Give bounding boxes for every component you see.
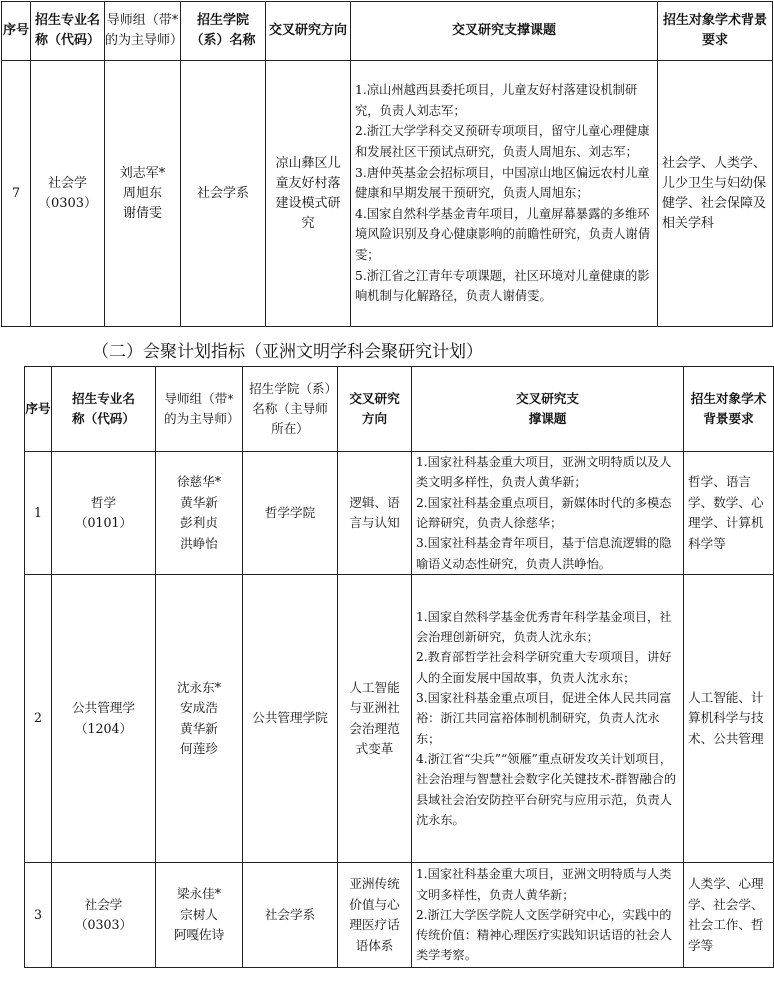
topic-item: 4.浙江省“尖兵”“领雁”重点研发攻关计划项目，社会治理与智慧社会数字化关键技术-群智融合的县域社会治安防控平台研究与应用示范，负责人沈永东。	[416, 751, 677, 827]
background-cell: 人类学、心理学、社会学、社会工作、哲学等	[684, 863, 774, 968]
college-cell: 社会学系	[181, 61, 266, 327]
topic-item: 2.浙江大学学科交叉预研专项项目，留守儿童心理健康和发展社区干预试点研究，负责人周旭东、刘志军；	[355, 124, 650, 160]
section-heading: （二）会聚计划指标（亚洲文明学科会聚研究计划）	[92, 342, 483, 362]
seq-cell: 2	[25, 575, 52, 863]
topic-item: 4.国家自然科学基金青年项目，儿童屏幕暴露的多维环境风险识别及身心健康影响的前瞻性研究，负责人谢倩雯；	[355, 206, 651, 262]
topics-cell	[412, 575, 684, 863]
advisors-cell	[156, 452, 243, 575]
header-major: 招生专业名称（代码）	[31, 2, 105, 61]
topics-cell	[412, 452, 684, 575]
header-advisors: 导师组（带*的为主导师）	[156, 367, 243, 452]
advisor: 黄华新	[180, 494, 218, 510]
major-code: （0303）	[37, 195, 98, 211]
major-code: （0101）	[74, 515, 133, 530]
advisor: 彭利贞	[180, 515, 218, 530]
major-name: 公共管理学	[72, 700, 135, 715]
table-2	[24, 366, 774, 968]
advisor: 黄华新	[180, 720, 218, 736]
advisors-cell	[156, 575, 243, 863]
topic-item: 1.国家自然科学基金优秀青年科学基金项目，社会治理创新研究，负责人沈永东；	[416, 609, 672, 645]
table-row	[25, 575, 774, 863]
table-1	[1, 1, 773, 327]
topic-item: 1.凉山州越西县委托项目，儿童友好村落建设机制研究，负责人刘志军；	[355, 83, 638, 118]
major-cell	[52, 863, 156, 968]
college-cell: 哲学学院	[243, 452, 338, 575]
header-direction: 交叉研究方向	[266, 2, 351, 61]
advisor: 梁永佳*	[176, 886, 222, 902]
major-name: 社会学	[47, 175, 87, 191]
direction-cell: 亚洲传统价值与心理医疗话语体系	[338, 863, 412, 968]
background-cell: 社会学、人类学、儿少卫生与妇幼保健学、社会保障及相关学科	[658, 61, 773, 327]
table-row	[2, 61, 773, 327]
major-code: （0303）	[74, 917, 133, 932]
topic-item: 3.国家社科基金重点项目，促进全体人民共同富裕：浙江共同富裕体制机制研究，负责人沈永东；	[416, 691, 672, 746]
topics-cell	[412, 863, 684, 968]
college-cell: 公共管理学院	[243, 575, 338, 863]
table-2-header-row	[25, 367, 774, 452]
topic-item: 1.国家社科基金重大项目，亚洲文明特质与人类文明多样性，负责人黄华新；	[416, 867, 672, 902]
advisors-cell	[105, 61, 181, 327]
direction-cell: 逻辑、语言与认知	[338, 452, 412, 575]
topic-item: 2.浙江大学医学院人文医学研究中心，实践中的传统价值：精神心理医疗实践知识话语的社会人类学考察。	[416, 907, 672, 963]
background-cell: 人工智能、计算机科学与技术、公共管理	[684, 575, 774, 863]
topic-item: 3.国家社科基金青年项目，基于信息流逻辑的隐喻语义动态性研究，负责人洪峥怡。	[416, 536, 672, 571]
header-seq: 序号	[25, 367, 52, 452]
college-cell: 社会学系	[243, 863, 338, 968]
seq-cell: 7	[2, 61, 31, 327]
advisor: 宗树人	[180, 906, 218, 922]
topic-item: 1.国家社科基金重大项目，亚洲文明特质以及人类文明多样性，负责人黄华新；	[416, 455, 672, 490]
major-cell	[52, 575, 156, 863]
major-cell	[31, 61, 105, 327]
topic-item: 5.浙江省之江青年专项课题，社区环境对儿童健康的影响机制与化解路径，负责人谢倩雯。	[355, 268, 650, 304]
header-seq: 序号	[2, 2, 31, 61]
advisor: 刘志军*	[119, 165, 166, 181]
header-college: 招生学院（系）名称（主导师所在）	[243, 367, 338, 452]
major-name: 哲学	[90, 494, 117, 510]
header-topics: 交叉研究支撑课题	[412, 367, 684, 452]
major-cell	[52, 452, 156, 575]
background-cell: 哲学、语言学、数学、心理学、计算机科学等	[684, 452, 774, 575]
advisor: 安成浩	[180, 700, 218, 715]
header-direction: 交叉研究方向	[338, 367, 412, 452]
advisor: 周旭东	[122, 185, 162, 201]
table-row	[25, 452, 774, 575]
advisor: 何莲珍	[180, 741, 218, 756]
header-background: 招生对象学术背景要求	[684, 367, 774, 452]
direction-cell: 人工智能与亚洲社会治理范式变革	[338, 575, 412, 863]
table-row	[25, 863, 774, 968]
header-college: 招生学院（系）名称	[181, 2, 266, 61]
seq-cell: 1	[25, 452, 52, 575]
advisor: 沈永东*	[176, 679, 222, 695]
header-advisors: 导师组（带*的为主导师）	[105, 2, 181, 61]
topic-item: 3.唐仲英基金会招标项目，中国凉山地区偏远农村儿童健康和早期发展干预研究，负责人周旭东；	[355, 165, 650, 201]
header-background: 招生对象学术背景要求	[658, 2, 773, 61]
advisor: 洪峥怡	[180, 535, 218, 551]
major-name: 社会学	[84, 896, 123, 912]
header-major: 招生专业名称（代码）	[52, 367, 156, 452]
advisors-cell	[156, 863, 243, 968]
advisor: 徐慈华*	[176, 474, 222, 489]
advisor: 谢倩雯	[122, 205, 162, 221]
table-1-header-row	[2, 2, 773, 61]
seq-cell: 3	[25, 863, 52, 968]
direction-cell: 凉山彝区儿童友好村落建设模式研究	[266, 61, 351, 327]
advisor: 阿嘎佐诗	[173, 927, 225, 943]
topic-item: 2.教育部哲学社会科学研究重大专项项目，讲好人的全面发展中国故事，负责人沈永东；	[416, 650, 672, 685]
header-topics: 交叉研究支撑课题	[351, 2, 658, 61]
topic-item: 2.国家社科基金重点项目，新媒体时代的多模态论辩研究，负责人徐慈华；	[416, 495, 672, 530]
major-code: （1204）	[74, 720, 133, 736]
topics-cell	[351, 61, 658, 327]
